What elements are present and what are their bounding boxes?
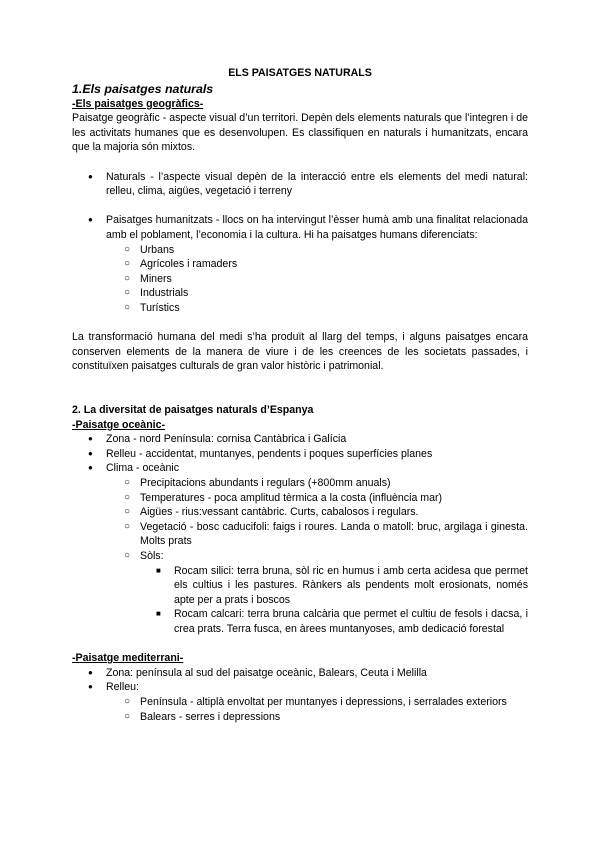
- list-item: ○ Balears - serres i depressions: [106, 710, 528, 725]
- document-body: [72, 66, 528, 724]
- list-item: ■ Rocam calcari: terra bruna calcària que permet el cultiu de fesols i dacsa, i crea prats. Terra fusca, en àrees muntanyoses, amb dedicació forestal: [140, 607, 528, 636]
- clima-sublist: [106, 476, 528, 637]
- bullet-humanitzats-text: Paisatges humanitzats - llocs on ha intervingut l’èsser humà amb una finalitat relacionada amb el poblament, l’economia i la cultura. Hi ha paisatges humans diferenciats:: [106, 214, 528, 241]
- clima-text: Clima - oceànic: [106, 462, 180, 475]
- mediterranean-list: [72, 666, 528, 724]
- list-item: ○ Agrícoles i ramaders: [106, 257, 528, 272]
- landscape-types-list: [72, 170, 528, 199]
- list-item: ○ Turístics: [106, 301, 528, 316]
- list-item: ○ Vegetació - bosc caducifoli: faigs i roures. Landa o matoll: bruc, argilaga i ginesta. Molts prats: [106, 520, 528, 549]
- list-item: ■ Rocam silici: terra bruna, sòl ric en humus i amb certa acidesa que permet els cultius i les pastures. Rànkers als pendents molt erosionats, només apte per a prats i boscos: [140, 564, 528, 608]
- sols-text: Sòls:: [140, 550, 164, 562]
- subsection-geographic-heading: -Els paisatges geogràfics-: [72, 97, 204, 110]
- document-title: ELS PAISATGES NATURALS: [228, 67, 372, 79]
- list-item: ○ Urbans: [106, 243, 528, 258]
- human-types-list: [106, 243, 528, 316]
- list-item: ○ Industrials: [106, 286, 528, 301]
- list-item: ● Zona - nord Península: cornisa Cantàbrica i Galícia: [72, 432, 528, 447]
- list-item: ○ Miners: [106, 272, 528, 287]
- ocean-list: [72, 432, 528, 636]
- sols-sublist: [140, 564, 528, 637]
- transformation-paragraph: La transformació humana del medi s’ha produït al llarg del temps, i alguns paisatges encara conserven elements de la manera de viure i de les creences de les societats passades, i constituïxen paisatges culturals de gran valor històric i patrimonial.: [72, 331, 528, 373]
- list-item: [72, 680, 528, 724]
- list-item: ○ Precipitacions abundants i regulars (+800mm anuals): [106, 476, 528, 491]
- mediterranean-landscape-heading: -Paisatge mediterrani-: [72, 652, 184, 665]
- section-1-heading: 1.Els paisatges naturals: [72, 81, 214, 96]
- bullet-humanitzats: [72, 213, 528, 315]
- relleu-text: Relleu:: [106, 681, 139, 694]
- list-item: [72, 461, 528, 636]
- list-item: ○ Temperatures - poca amplitud tèrmica a la costa (influència mar): [106, 491, 528, 506]
- ocean-landscape-heading: -Paisatge oceànic-: [72, 418, 166, 431]
- list-item: [106, 549, 528, 637]
- intro-paragraph: Paisatge geogràfic - aspecte visual d’un territori. Depèn dels elements naturals que l’integren i de les activitats humanes que es desenvolupen. Es classifiquen en naturals i humanitzats, encara que la majoria són mixtos.: [72, 112, 528, 154]
- section-2-heading: 2. La diversitat de paisatges naturals d’Espanya: [72, 404, 314, 417]
- relleu-sublist: [106, 695, 528, 724]
- list-item: ● Relleu - accidentat, muntanyes, pendents i poques superfícies planes: [72, 447, 528, 462]
- humanized-list: [72, 213, 528, 315]
- bullet-naturals: ● Naturals - l’aspecte visual depèn de la interacció entre els elements del medi natural: relleu, clima, aigües, vegetació i terreny: [72, 170, 528, 199]
- list-item: ○ Aigües - rius:vessant cantàbric. Curts, cabalosos i regulars.: [106, 505, 528, 520]
- list-item: ● Zona: península al sud del paisatge oceànic, Balears, Ceuta i Melilla: [72, 666, 528, 681]
- list-item: ○ Península - altiplà envoltat per muntanyes i depressions, i serralades exteriors: [106, 695, 528, 710]
